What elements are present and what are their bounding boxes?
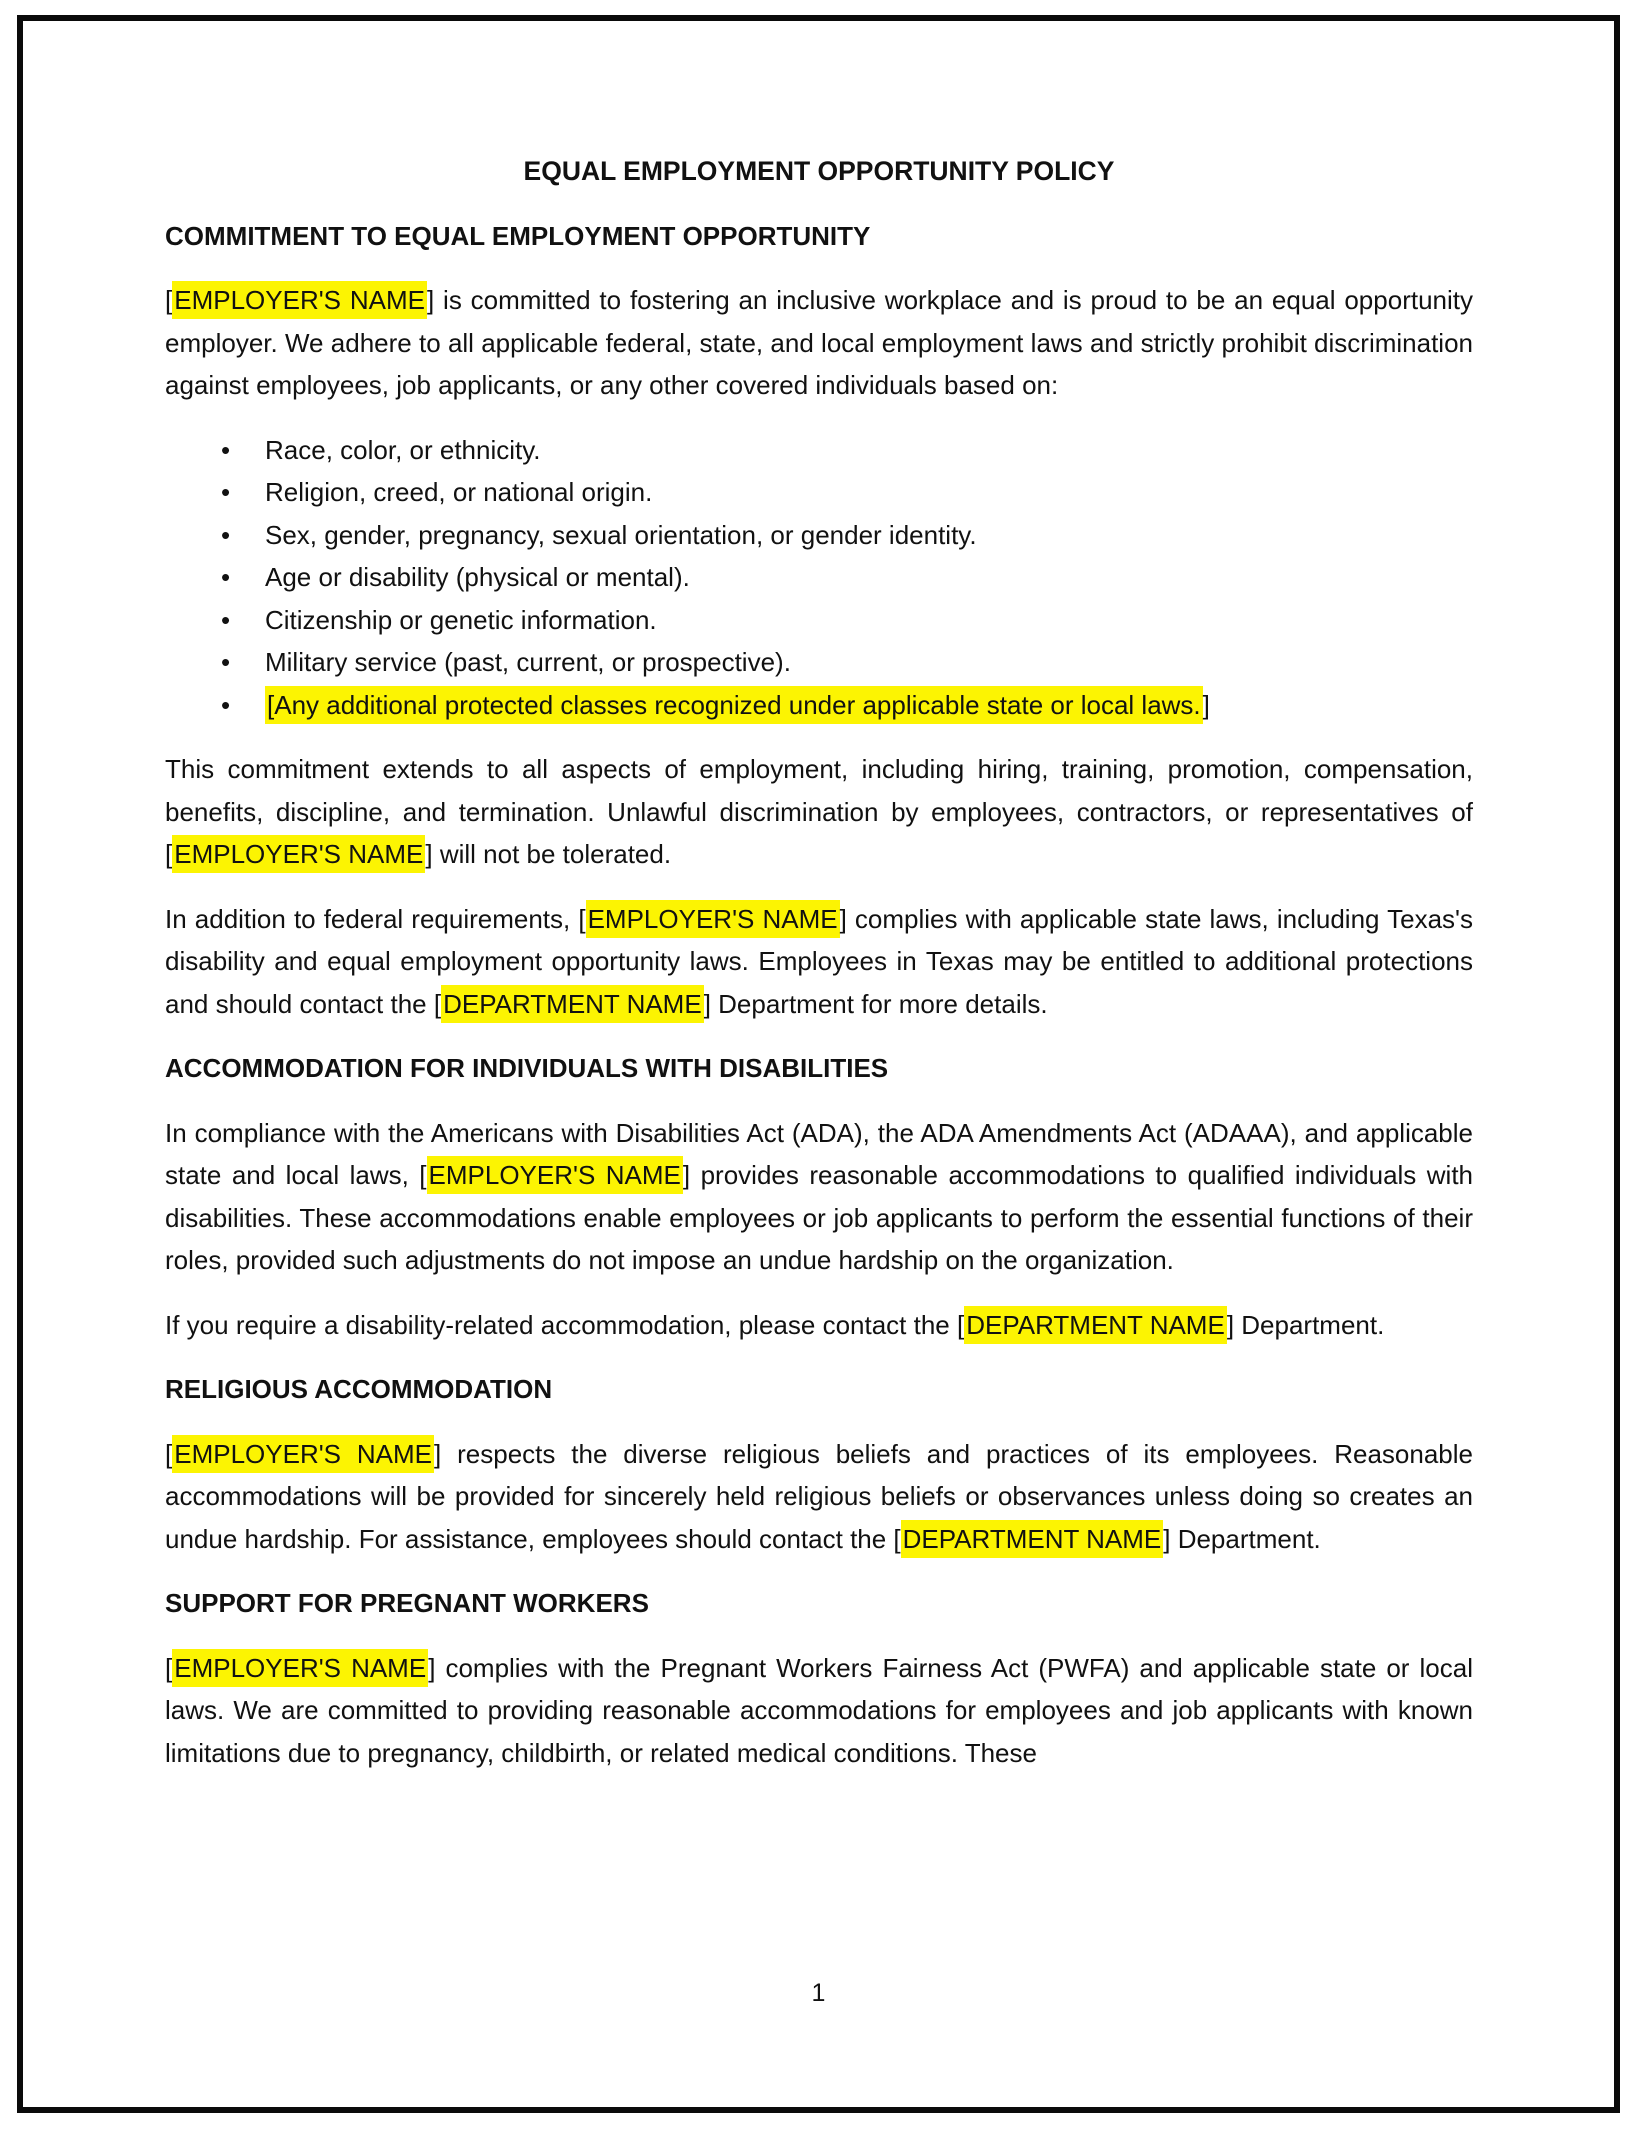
text-run: ACCOMMODATION FOR INDIVIDUALS WITH DISABILITIES: [165, 1053, 889, 1083]
heading-disabilities: [165, 1047, 1473, 1090]
highlighted-placeholder: EMPLOYER'S NAME: [172, 1649, 428, 1687]
heading-religious: [165, 1368, 1473, 1411]
text-run: [: [165, 1438, 173, 1469]
text-run: Sex, gender, pregnancy, sexual orientation, or gender identity.: [265, 519, 977, 550]
text-run: ]: [1202, 689, 1210, 720]
list-item-race: [265, 429, 1473, 472]
text-run: ] complies with the Pregnant Workers Fairness Act (PWFA) and applicable state or local laws. We are committed to providing reasonable accommodations for employees and job applicants with known limitations due to pregnancy, childbirth, or related medical conditions. These: [165, 1652, 1473, 1768]
highlighted-placeholder: EMPLOYER'S NAME: [172, 835, 425, 873]
text-run: Citizenship or genetic information.: [265, 604, 657, 635]
document-title: EQUAL EMPLOYMENT OPPORTUNITY POLICY: [523, 156, 1115, 186]
list-item-sex: [265, 514, 1473, 557]
text-run: ] is committed to fostering an inclusive workplace and is proud to be an equal opportunity employer. We adhere to all applicable federal, state, and local employment laws and strictly prohibit discrimination against employees, job applicants, or any other covered individuals based on:: [165, 285, 1473, 400]
list-item-age: [265, 556, 1473, 599]
highlighted-placeholder: EMPLOYER'S NAME: [172, 281, 427, 319]
text-run: Age or disability (physical or mental).: [265, 562, 690, 592]
text-run: RELIGIOUS ACCOMMODATION: [165, 1374, 553, 1404]
highlighted-placeholder: EMPLOYER'S NAME: [427, 1156, 683, 1194]
text-run: ] complies with applicable state laws, including Texas's disability and equal employment opportunity laws. Employees in Texas may be entitled to additional protections and should contact the [: [165, 903, 1473, 1019]
text-run: ] Department.: [1226, 1309, 1385, 1340]
paragraph-disability-contact: [165, 1304, 1473, 1347]
text-run: ] Department for more details.: [703, 988, 1048, 1019]
paragraph-religious: [165, 1433, 1473, 1561]
highlighted-placeholder: DEPARTMENT NAME: [441, 985, 704, 1023]
text-run: In compliance with the Americans with Disabilities Act (ADA), the ADA Amendments Act (ADAAA), and applicable state and local laws, [: [165, 1117, 1473, 1190]
highlighted-placeholder: EMPLOYER'S NAME: [172, 1435, 434, 1473]
text-run: SUPPORT FOR PREGNANT WORKERS: [165, 1588, 649, 1618]
text-run: If you require a disability-related accommodation, please contact the [: [165, 1309, 965, 1340]
list-item-citizenship: [265, 599, 1473, 642]
document-content: [165, 0, 1473, 1774]
paragraph-pregnant-workers: [165, 1647, 1473, 1775]
text-run: ] provides reasonable accommodations to qualified individuals with disabilities. These accommodations enable employees or job applicants to perform the essential functions of their roles, provided such adjustments do not impose an undue hardship on the organization.: [165, 1160, 1473, 1275]
text-run: This commitment extends to all aspects of employment, including hiring, training, promotion, compensation, benefits, discipline, and termination. Unlawful discrimination by employees, contractors, or representatives of [: [165, 754, 1473, 869]
text-run: COMMITMENT TO EQUAL EMPLOYMENT OPPORTUNITY: [165, 220, 871, 251]
paragraph-commitment-scope: [165, 748, 1473, 876]
paragraph-ada-compliance: [165, 1112, 1473, 1282]
list-item-military: [265, 641, 1473, 684]
text-run: Religion, creed, or national origin.: [265, 477, 653, 507]
text-run: ] respects the diverse religious beliefs and practices of its employees. Reasonable accommodations will be provided for sincerely held religious beliefs or observances unless doing so creates an undue hardship. For assistance, employees should contact the [: [165, 1438, 1473, 1554]
text-run: ] Department.: [1163, 1523, 1321, 1554]
heading-pregnant-workers: [165, 1582, 1473, 1625]
list-item-additional-classes: [265, 684, 1473, 727]
highlighted-placeholder: DEPARTMENT NAME: [964, 1306, 1227, 1344]
heading-commitment: [165, 215, 1473, 258]
protected-classes-list: [165, 429, 1473, 727]
paragraph-state-law: [165, 898, 1473, 1026]
highlighted-placeholder: DEPARTMENT NAME: [901, 1520, 1164, 1558]
text-run: Military service (past, current, or prospective).: [265, 647, 791, 677]
text-run: [: [165, 285, 173, 315]
highlighted-placeholder: EMPLOYER'S NAME: [586, 900, 840, 938]
paragraph-commitment-intro: [165, 279, 1473, 407]
text-run: ] will not be tolerated.: [425, 839, 672, 869]
text-run: [: [165, 1652, 173, 1683]
text-run: Race, color, or ethnicity.: [265, 434, 541, 465]
list-item-religion: [265, 471, 1473, 514]
text-run: In addition to federal requirements, [: [165, 903, 586, 934]
page-number: 1: [811, 1979, 826, 2007]
highlighted-placeholder: [Any additional protected classes recognized under applicable state or local laws.: [265, 686, 1203, 724]
